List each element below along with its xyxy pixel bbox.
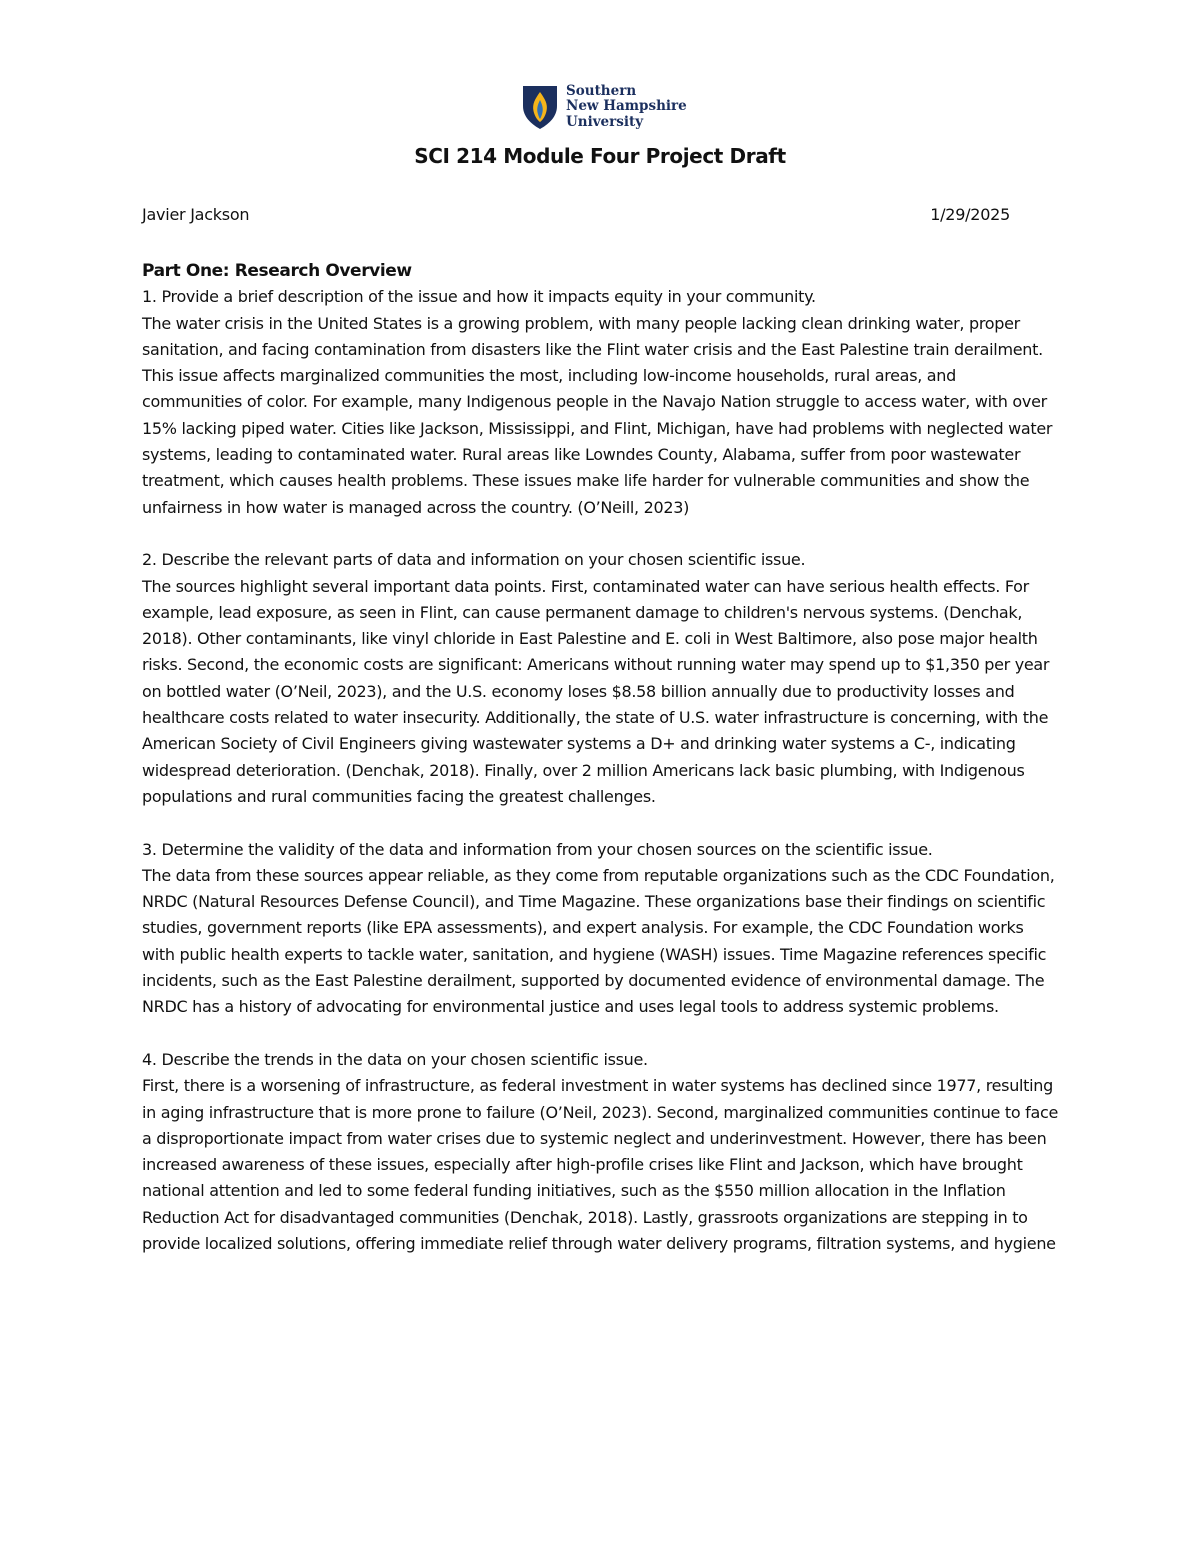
- answer-3: The data from these sources appear reliable, as they come from reputable organizations such as the CDC Foundation, NRDC (Natural Resources Defense Council), and Time Magazine. These organizations base their findings on scientific studies, government reports (like EPA assessments), and expert analysis. For example, the CDC Foundation works with public health experts to tackle water, sanitation, and hygiene (WASH) issues. Time Magazine references specific incidents, such as the East Palestine derailment, supported by documented evidence of environmental damage. The NRDC has a history of advocating for environmental justice and uses legal tools to address systemic problems.: [142, 865, 1055, 1017]
- answer-1: The water crisis in the United States is a growing problem, with many people lacking clean drinking water, proper sanitation, and facing contamination from disasters like the Flint water crisis and the East Palestine train derailment. This issue affects marginalized communities the most, including low-income households, rural areas, and communities of color. For example, many Indigenous people in the Navajo Nation struggle to access water, with over 15% lacking piped water. Cities like Jackson, Mississippi, and Flint, Michigan, have had problems with neglected water systems, leading to contaminated water. Rural areas like Lowndes County, Alabama, suffer from poor wastewater treatment, which causes health problems. These issues make life harder for vulnerable communities and show the unfairness in how water is managed across the country. (O’Neill, 2023): [142, 313, 1053, 517]
- university-logo: [521, 84, 687, 130]
- answer-4: First, there is a worsening of infrastructure, as federal investment in water systems has declined since 1977, resulting in aging infrastructure that is more prone to failure (O’Neil, 2023). Second, marginalized communities continue to face a disproportionate impact from water crises due to systemic neglect and underinvestment. However, there has been increased awareness of these issues, especially after high-profile crises like Flint and Jackson, which have brought national attention and led to some federal funding initiatives, such as the $550 million allocation in the Inflation Reduction Act for disadvantaged communities (Denchak, 2018). Lastly, grassroots organizations are stepping in to provide localized solutions, offering immediate relief through water delivery programs, filtration systems, and hygiene: [142, 1076, 1058, 1253]
- shield-flame-icon: [521, 84, 559, 130]
- logo-line-3: University: [566, 113, 644, 130]
- document-body: [142, 258, 1060, 1257]
- logo-wordmark: [566, 84, 687, 131]
- logo-line-2: New Hampshire: [566, 98, 687, 115]
- document-title: SCI 214 Module Four Project Draft: [414, 144, 786, 168]
- logo-line-1: Southern: [566, 82, 637, 99]
- question-2: 2. Describe the relevant parts of data and information on your chosen scientific issue.: [142, 550, 806, 570]
- question-4: 4. Describe the trends in the data on your chosen scientific issue.: [142, 1049, 648, 1069]
- paragraph-gap: [142, 1021, 1060, 1047]
- question-3: 3. Determine the validity of the data and information from your chosen sources on the scientific issue.: [142, 839, 933, 859]
- section-heading: Part One: Research Overview: [142, 261, 412, 281]
- document-date: 1/29/2025: [930, 205, 1010, 224]
- answer-2: The sources highlight several important data points. First, contaminated water can have serious health effects. For example, lead exposure, as seen in Flint, can cause permanent damage to children's nervous systems. (Denchak, 2018). Other contaminants, like vinyl chloride in East Palestine and E. coli in West Baltimore, also pose major health risks. Second, the economic costs are significant: Americans without running water may spend up to $1,350 per year on bottled water (O’Neil, 2023), and the U.S. economy loses $8.58 billion annually due to productivity losses and healthcare costs related to water insecurity. Additionally, the state of U.S. water infrastructure is concerning, with the American Society of Civil Engineers giving wastewater systems a D+ and drinking water systems a C-, indicating widespread deterioration. (Denchak, 2018). Finally, over 2 million Americans lack basic plumbing, with Indigenous populations and rural communities facing the greatest challenges.: [142, 576, 1050, 806]
- author-name: Javier Jackson: [142, 205, 250, 224]
- question-1: 1. Provide a brief description of the issue and how it impacts equity in your community.: [142, 287, 816, 307]
- paragraph-gap: [142, 521, 1060, 547]
- paragraph-gap: [142, 810, 1060, 836]
